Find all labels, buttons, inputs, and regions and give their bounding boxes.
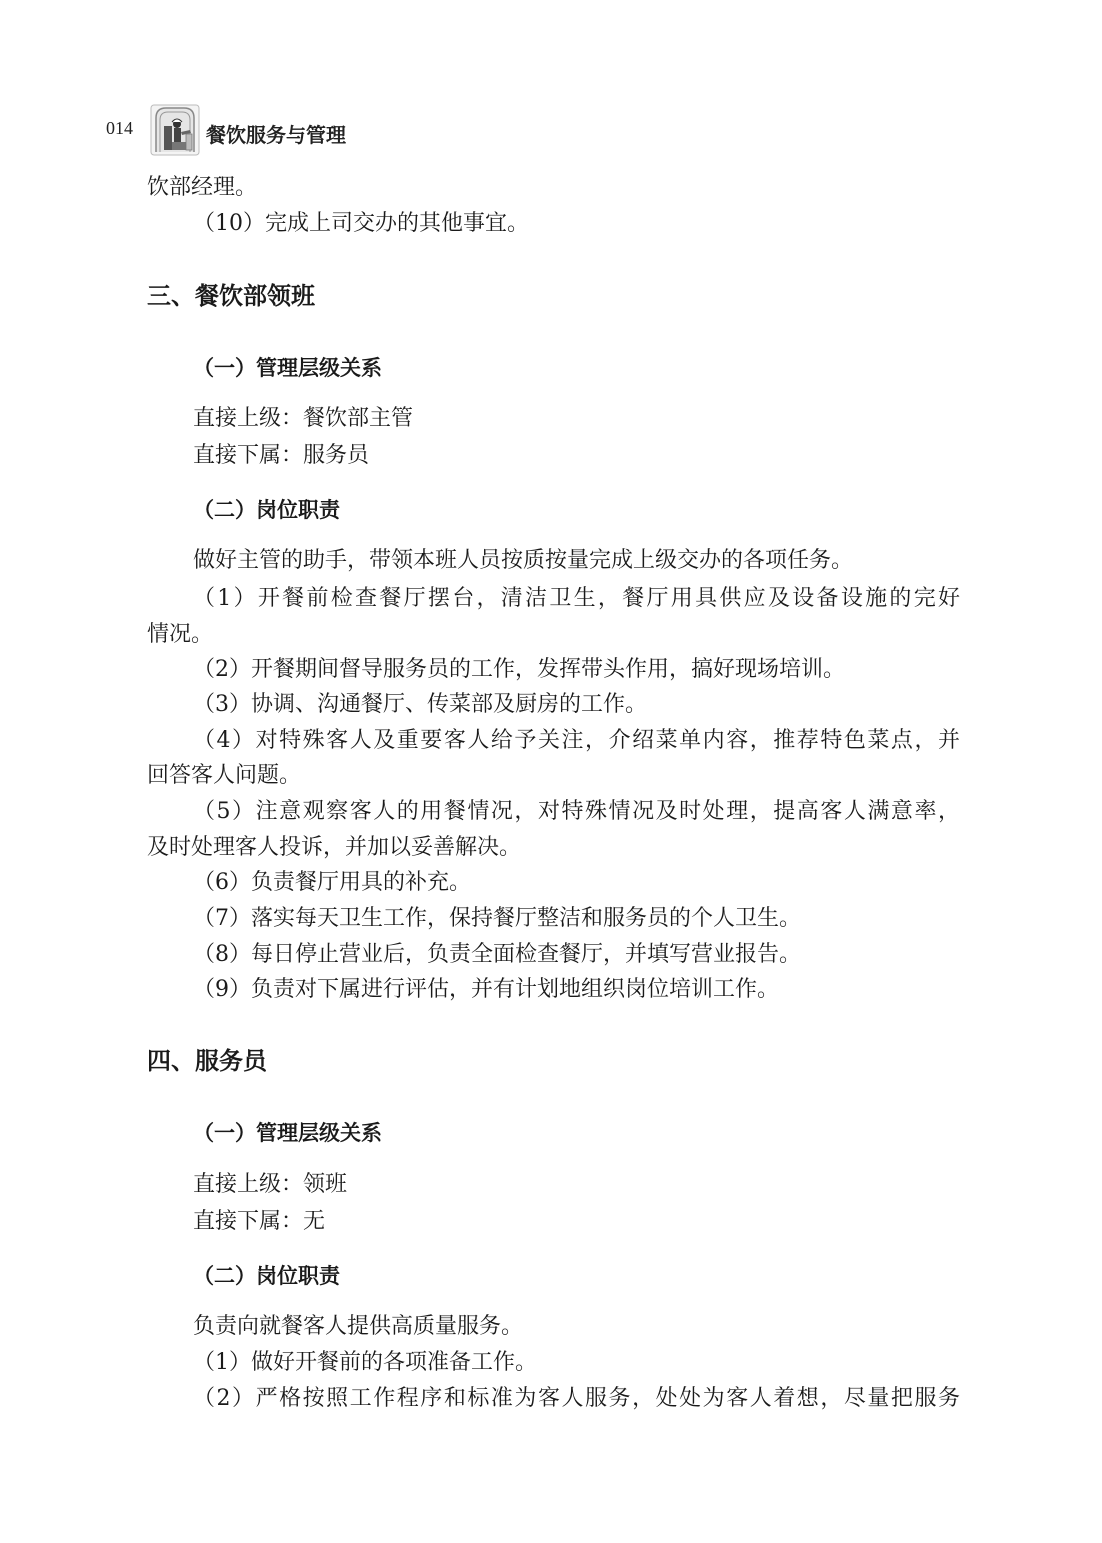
list-item: （4）对特殊客人及重要客人给予关注，介绍菜单内容，推荐特色菜点，并 [193,728,960,753]
subsection-heading: （二）岗位职责 [193,498,340,522]
paragraph-line: 直接上级：领班 [193,1172,348,1197]
section-heading: 三、餐饮部领班 [147,282,315,310]
list-item: （2）开餐期间督导服务员的工作，发挥带头作用，搞好现场培训。 [193,657,845,682]
section-heading: 四、服务员 [147,1047,267,1075]
paragraph-line: 直接下属：服务员 [193,443,370,468]
list-item: （2）严格按照工作程序和标准为客人服务，处处为客人着想，尽量把服务 [193,1386,960,1411]
list-item: （6）负责餐厅用具的补充。 [193,870,471,895]
list-item: （1）做好开餐前的各项准备工作。 [193,1350,537,1375]
list-item: （5）注意观察客人的用餐情况，对特殊情况及时处理，提高客人满意率， [193,799,960,824]
paragraph-line: 直接上级：餐饮部主管 [193,406,414,431]
paragraph-line: 做好主管的助手，带领本班人员按质按量完成上级交办的各项任务。 [193,548,854,573]
paragraph-line: 直接下属：无 [193,1209,326,1234]
paragraph-line: 负责向就餐客人提供高质量服务。 [193,1314,524,1339]
list-item: （8）每日停止营业后，负责全面检查餐厅，并填写营业报告。 [193,942,801,967]
running-header [106,104,406,156]
list-item-continuation: 及时处理客人投诉，并加以妥善解决。 [147,835,522,860]
chef-illustration-icon [150,104,200,156]
paragraph-line: 饮部经理。 [147,175,258,200]
subsection-heading: （二）岗位职责 [193,1264,340,1288]
list-item: （10）完成上司交办的其他事宜。 [193,211,529,236]
subsection-heading: （一）管理层级关系 [193,356,382,380]
list-item: （3）协调、沟通餐厅、传菜部及厨房的工作。 [193,692,647,717]
list-item: （9）负责对下属进行评估，并有计划地组织岗位培训工作。 [193,977,779,1002]
subsection-heading: （一）管理层级关系 [193,1121,382,1145]
list-item: （7）落实每天卫生工作，保持餐厅整洁和服务员的个人卫生。 [193,906,801,931]
list-item-continuation: 回答客人问题。 [147,763,302,788]
book-title: 餐饮服务与管理 [206,123,346,147]
page-number: 014 [106,118,133,138]
list-item: （1）开餐前检查餐厅摆台，清洁卫生，餐厅用具供应及设备设施的完好 [193,586,960,611]
list-item-continuation: 情况。 [147,622,214,647]
